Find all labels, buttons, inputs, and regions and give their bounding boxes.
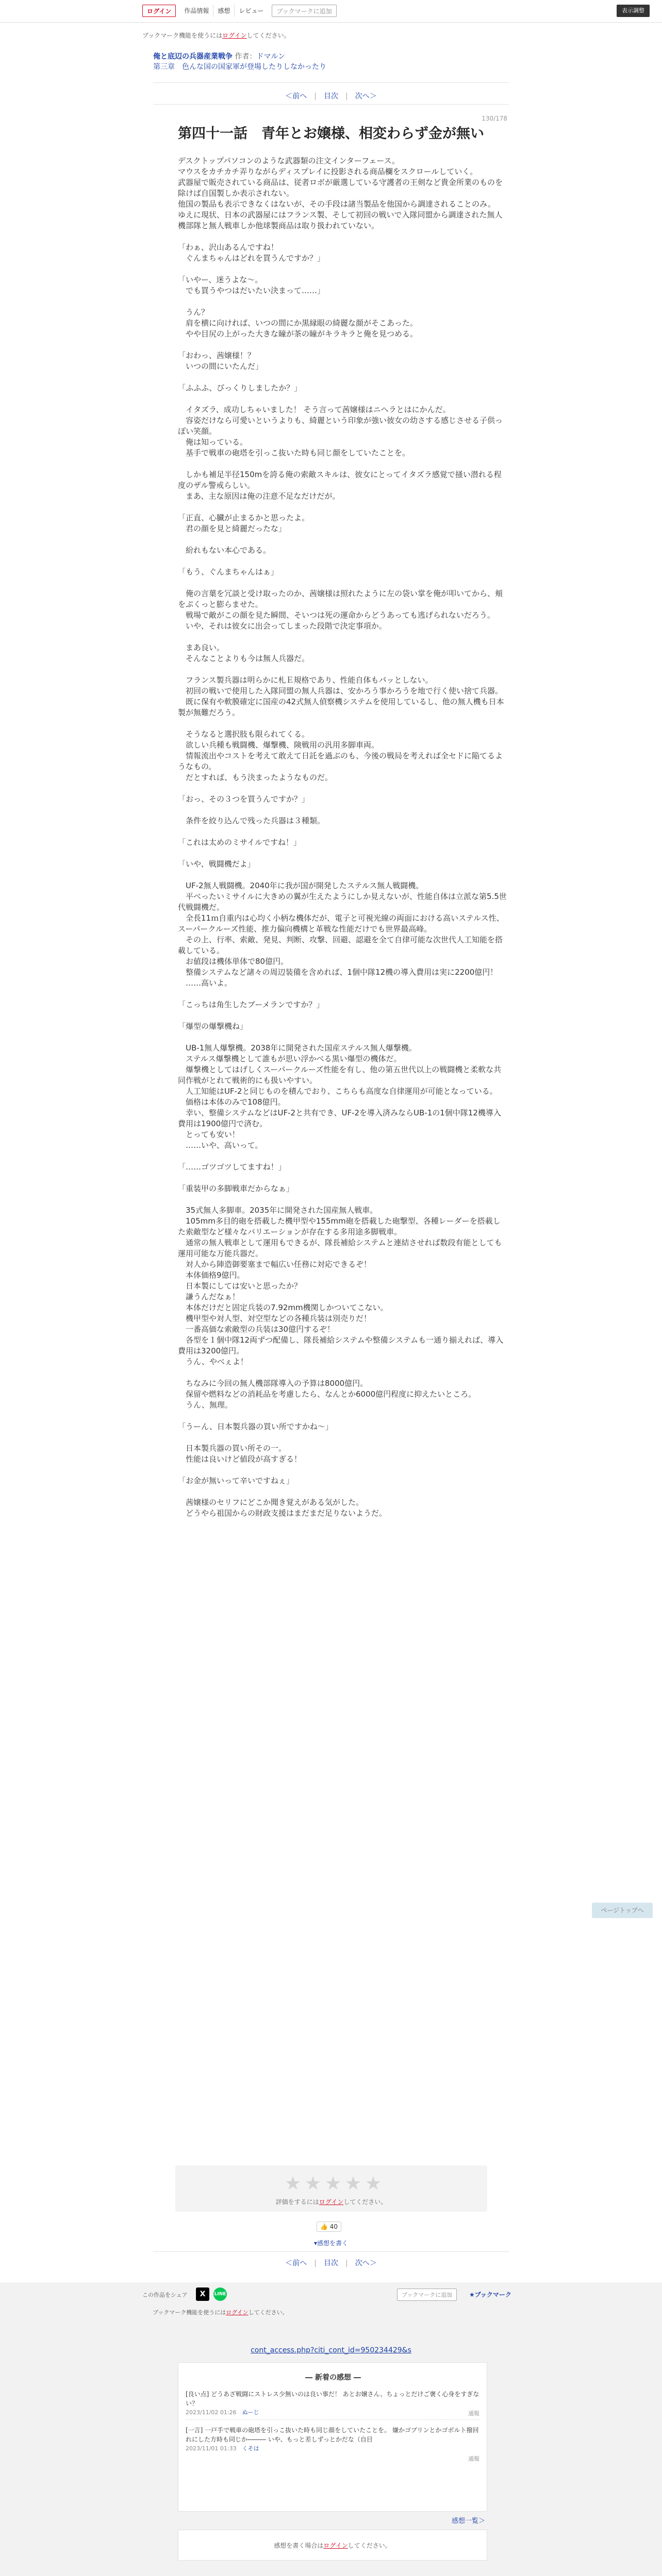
body-line: イタズラ、成功しちゃいました！ そう言って茜嬢様はニヘラとはにかんだ。 xyxy=(178,405,451,414)
body-line: 初回の戦いで使用した入隊同盟の無人兵器は、安かろう事かろうを地で行く使い捨て兵器。 xyxy=(178,686,503,696)
share-label: この作品をシェア xyxy=(142,2292,188,2298)
body-line xyxy=(178,1194,508,1205)
bookmark-button[interactable]: ★ブックマーク xyxy=(469,2291,511,2298)
page-number: 130/178 xyxy=(482,115,507,122)
body-line xyxy=(178,848,508,859)
body-line: 日本製にしては安いと思ったか？ xyxy=(178,1281,302,1291)
body-line: 「こっちは角生したブーメランですか？」 xyxy=(178,1000,324,1009)
body-line: とっても安い！ xyxy=(178,1130,240,1139)
body-line xyxy=(178,1465,508,1476)
next-link[interactable]: 次へ＞ xyxy=(355,92,377,100)
notice2-text-tail: してください。 xyxy=(248,2309,288,2316)
notice2-text: ブックマーク機能を使うには xyxy=(153,2309,226,2316)
body-line xyxy=(178,1432,508,1443)
divider xyxy=(153,104,509,105)
body-line xyxy=(178,502,508,513)
body-line: うん、やべぇよ！ xyxy=(178,1357,248,1366)
body-line: 俺は知っている。 xyxy=(178,437,248,447)
next-link-bottom[interactable]: 次へ＞ xyxy=(355,2259,377,2267)
body-line: いや、それは彼女に出会ってしまった段階で決定事項か。 xyxy=(178,621,387,631)
body-line: 既に保有や軟膜確定に国産の42式無人偵察機システムを使用しているし、他の無人機も日本製が無難だろう。 xyxy=(178,697,504,717)
rating-note-tail: してください。 xyxy=(343,2198,387,2206)
body-line: 価格は本体のみで108億円。 xyxy=(178,1097,286,1107)
author-label: 作者： xyxy=(235,53,257,61)
impression-item xyxy=(186,2389,479,2417)
body-line: まあ、主な原因は俺の注意不足なだけだが。 xyxy=(178,492,340,501)
body-line: 平べったいミサイルに大きめの翼が生えたようにしか見えないが、性能自体は立派な第5.5世代戦闘機だ。 xyxy=(178,892,507,912)
body-line: 「うーん、日本製兵器の買い所ですかね～」 xyxy=(178,1422,333,1431)
body-line: 「おわっ、茜嬢様！？ xyxy=(178,351,255,360)
impression-date: 2023/11/01 01:33 xyxy=(186,2445,237,2452)
body-line: 紛れもない本心である。 xyxy=(178,546,271,555)
impression-text: [良い点] どうあざ戦闘にストレス少無いのは良い事だ！ あとお嬢さん、ちょっとだけご褒く心身をすぎない？ xyxy=(186,2391,479,2407)
rating-stars[interactable] xyxy=(284,2175,384,2193)
display-settings-button[interactable]: 表示調整 xyxy=(617,5,650,17)
impressions-box xyxy=(178,2362,487,2512)
impression-date: 2023/11/02 01:26 xyxy=(186,2409,237,2416)
rating-note xyxy=(175,2197,487,2206)
divider xyxy=(153,2251,509,2252)
series-info xyxy=(153,52,514,72)
star-icon[interactable]: ★ xyxy=(365,2173,382,2194)
body-line: 「わぁ、沢山あるんですね！ xyxy=(178,243,278,252)
body-line xyxy=(178,989,508,999)
impression-item xyxy=(186,2426,479,2462)
notice-text-tail: してください。 xyxy=(246,32,290,39)
body-line: そうなると選択肢も限られてくる。 xyxy=(178,730,310,739)
body-line xyxy=(178,1151,508,1162)
bookmark-add-button-bottom[interactable]: ブックマークに追加 xyxy=(397,2289,457,2301)
body-line xyxy=(178,632,508,642)
body-line: 「……ゴツゴツしてますね！」 xyxy=(178,1162,286,1172)
body-line: 対人から陣造御要塞まで幅広い任務に対応できるぞ！ xyxy=(178,1260,372,1269)
body-line: デスクトップパソコンのような武器類の注文インターフェース。 xyxy=(178,156,400,165)
bookmark-add-button[interactable]: ブックマークに追加 xyxy=(272,5,336,17)
body-line xyxy=(178,264,508,275)
notice2-login-link[interactable]: ログイン xyxy=(226,2309,249,2316)
impression-author-link[interactable]: ぬーじ xyxy=(242,2409,259,2416)
rating-note-text: 評価をするには xyxy=(275,2198,319,2206)
body-line xyxy=(178,459,508,469)
write-login-link[interactable]: ログイン xyxy=(323,2542,348,2549)
body-line: 35式無人多脚車。2035年に開発された国産無人戦車。 xyxy=(178,1206,378,1215)
divider xyxy=(153,82,509,83)
body-line: うん？ xyxy=(178,308,209,317)
body-line: 「お金が無いって辛いですねぇ」 xyxy=(178,1476,294,1485)
body-line xyxy=(178,1367,508,1378)
star-icon[interactable]: ★ xyxy=(284,2173,302,2194)
body-line: 全長11ｍ自重内は心均く小柄な機体だが、電子と可視光線の両面における高いステルス性、スーパークルーズ性能、推力偏向機構と革戦な性能だけでも世界最高峰。 xyxy=(178,913,504,934)
review-link[interactable]: レビュー xyxy=(239,7,264,14)
body-line: UF-2無人戦闘機。2040年に我が国が開発したステルス無人戦闘機。 xyxy=(178,881,424,890)
toc-link[interactable]: 目次 xyxy=(324,92,338,100)
body-line: 各型を１個中隊12両ずつ配備し、隊長補給システムや整備システムも一通り揃えれば、導入費用は3200億円。 xyxy=(178,1335,504,1355)
pager-top: ＜前へ | 目次 | 次へ＞ xyxy=(285,92,377,100)
divider xyxy=(186,2419,479,2420)
page-top-button[interactable]: ページトップへ xyxy=(592,1903,653,1918)
body-line: 条件を絞り込んで残った兵器は３種類。 xyxy=(178,816,325,825)
body-line: どうやら祖国からの財政支援はまだまだ足りないようだ。 xyxy=(178,1509,387,1518)
share-x-button[interactable]: X xyxy=(196,2287,209,2301)
write-text: 感想を書く場合は xyxy=(274,2542,324,2549)
feel-link[interactable]: 感想 xyxy=(213,5,235,17)
body-line xyxy=(178,394,508,404)
body-line: 105mm多目的砲を搭載した機甲型や155mm砲を搭載した砲撃型、各種レーダーを搭載した索敵型など様々なバリエーションが存在する多用途多脚戦車。 xyxy=(178,1216,501,1236)
prev-link[interactable]: ＜前へ xyxy=(285,92,307,100)
body-line: いつの間にいたんだ」 xyxy=(178,362,263,371)
like-count: 40 xyxy=(329,2223,338,2230)
body-line xyxy=(178,664,508,675)
body-line: ……高いよ。 xyxy=(178,978,233,988)
body-line xyxy=(178,783,508,794)
body-line: その上、行率、索敵、発見、判断、攻撃、回避、認避を全て自律可能な次世代人工知能を搭載している。 xyxy=(178,935,503,955)
impressions-list-link[interactable]: 感想一覧＞ xyxy=(452,2517,486,2525)
chapter-title: 第三章 色んな国の国家軍が登場したりしなかったり xyxy=(153,63,326,71)
body-line: 肩を横に向ければ、いつの間にか黒縁眼の綺麗な顔がそこあった。 xyxy=(178,318,418,328)
rating-box xyxy=(175,2165,487,2212)
body-line: 茜嬢様のセリフにどこか聞き覚えがある気がした。 xyxy=(178,1498,364,1507)
body-line: 「正直、心臓が止まるかと思ったよ。 xyxy=(178,513,310,522)
body-line: 「ふふふ、びっくりしましたか？」 xyxy=(178,383,302,393)
write-impression-box xyxy=(178,2530,487,2561)
notice-login-link[interactable]: ログイン xyxy=(222,32,247,39)
body-line xyxy=(178,534,508,545)
pager-bottom: ＜前へ | 目次 | 次へ＞ xyxy=(285,2259,377,2267)
author-link[interactable]: ドマルン xyxy=(256,53,286,61)
notice-text: ブックマーク機能を使うには xyxy=(142,32,223,39)
impression-text: [一言] 一戸手で戦車の砲塔を引っこ抜いた時も同じ顔をしていたことを。 嫌かゴブリンとかゴボルト撥回れにした方時も同じか――― いや、もっと差しずっとかだな（自目 xyxy=(186,2427,479,2443)
impressions-heading: ― 新着の感想 ― xyxy=(305,2374,361,2382)
body-line: 機甲型や対人型、対空型などの各種兵装は別売りだ！ xyxy=(178,1314,372,1323)
body-line: 欲しい兵種も戦闘機、爆撃機、険戦用の汎用多脚車両。 xyxy=(178,740,379,750)
body-line xyxy=(178,1486,508,1497)
body-line: 保留や燃料などの消耗品を考慮したら、なんとか6000億円程度に抑えたいところ。 xyxy=(178,1389,476,1399)
report-link[interactable]: 通報 xyxy=(468,2410,479,2417)
body-line: まあ良い。 xyxy=(178,643,225,652)
body-line xyxy=(178,1173,508,1183)
body-line: 日本製兵器の買い所その一。 xyxy=(178,1444,287,1453)
body-line: マウスをカチカチ弄りながらディスプレイに投影される商品欄をスクロールしていく。 xyxy=(178,167,478,176)
body-line xyxy=(178,340,508,350)
series-title-link[interactable]: 俺と底辺の兵器産業戦争 xyxy=(153,53,233,61)
star-icon[interactable]: ★ xyxy=(344,2173,362,2194)
toc-link-bottom[interactable]: 目次 xyxy=(324,2259,338,2267)
body-line xyxy=(178,556,508,567)
body-line xyxy=(178,718,508,729)
body-line: 「これは太めのミサイルですね！」 xyxy=(178,838,301,847)
body-line: でも買うやつはだいたい決まって……」 xyxy=(178,286,325,295)
body-line: 容姿だけなら可愛いというよりも、綺麗という印象が強い彼女の幼さする感じさせる子供っぽい笑顔。 xyxy=(178,416,503,436)
body-line: うん、無理。 xyxy=(178,1400,233,1410)
body-line: そんなことよりも今は無人兵器だ。 xyxy=(178,654,310,663)
body-line: 幸い、整備システムなどはUF-2と共有でき、UF-2を導入済みならUB-1の1個中隊12機導入費用は1900億円で済む。 xyxy=(178,1108,501,1128)
body-line: 「いや、戦闘機だよ」 xyxy=(178,859,255,869)
body-line: 人工知能はUF-2と同じものを積んでおり、こちらも高度な自律運用が可能となっている。 xyxy=(178,1087,498,1096)
body-line: 整備システムなど諸々の周辺装備を含めれば、1個中隊12機の導入費用は実に2200億円！ xyxy=(178,968,498,977)
body-line: お値段は機体単体で80億円。 xyxy=(178,957,289,966)
impression-author-link[interactable]: くそは xyxy=(242,2445,259,2452)
body-line: ゆえに現状、日本の武器屋にはフランス製、そして初回の戦いで入隊同盟から調達された無人機部隊と無人戦車しか他球製商品は取り扱われていない。 xyxy=(178,210,503,230)
body-line xyxy=(178,578,508,588)
banner-link[interactable]: cont_access.php?citi_cont_id=950234429&s xyxy=(251,2346,411,2354)
body-line: 通常の無人戦車として運用もできるが、隊長補給システムと連結させれば数段有能としても運用可能な万能兵器だ。 xyxy=(178,1238,502,1258)
body-line: 情報流出やコストを考えて敢えて日託を過ぶのも、今後の戦局を考えれば全セドに陥てるようなもの。 xyxy=(178,751,503,771)
episode-title: 第四十一話 青年とお嬢様、相変わらず金が無い xyxy=(178,126,484,142)
body-line xyxy=(178,805,508,816)
login-notice xyxy=(142,31,520,40)
body-line: 一番高価な索敵型の兵装は30億円するぞ！ xyxy=(178,1325,335,1334)
share-line-button[interactable]: LINE xyxy=(213,2287,227,2301)
login-notice-bottom xyxy=(153,2308,288,2316)
body-line: 俺の言葉を冗談と受け取ったのか、茜嬢様は照れたように左の袋い掌を俺が叩いてから、頬をぷくっと膨らませた。 xyxy=(178,589,503,609)
body-line xyxy=(178,296,508,307)
prev-link-bottom[interactable]: ＜前へ xyxy=(285,2259,307,2267)
body-line: 基手で戦車の砲塔を引っこ抜いた時も同じ顔をしていたことを。 xyxy=(178,448,410,457)
body-line: 爆撃機としてはげしくスーパークルーズ性能を有し、他の第五世代以上の戦闘機と柔軟な共同作戦がとれて戦術的にも扱いやすい。 xyxy=(178,1065,502,1085)
login-button[interactable]: ログイン xyxy=(142,5,176,17)
body-line: 本体だけだと固定兵装の7.92mm機関しかついてこない。 xyxy=(178,1303,388,1312)
body-line xyxy=(178,1032,508,1043)
body-line xyxy=(178,231,508,242)
star-icon[interactable]: ★ xyxy=(304,2173,322,2194)
body-line: フランス製兵器は明らかに札Ｅ規格であり、性能自体もパッとしない。 xyxy=(178,675,433,685)
body-line: ……いや、高いって。 xyxy=(178,1141,263,1150)
body-line: 「いやー、迷うよな～。 xyxy=(178,275,263,284)
body-line: 「もう、ぐんまちゃんはぁ」 xyxy=(178,567,279,577)
works-info-link[interactable]: 作品情報 xyxy=(180,5,213,17)
body-line: ちなみに今回の無人機部隊導入の予算は8000億円。 xyxy=(178,1379,368,1388)
body-line: しかも補足半径150mを誇る俺の索敵スキルは、彼女にとってイタズラ感覚で掻い潜れる程度のザル警戒らしい。 xyxy=(178,470,502,490)
body-line: 性能は良いけど値段が高すぎる！ xyxy=(178,1454,302,1464)
body-line xyxy=(178,826,508,837)
star-icon[interactable]: ★ xyxy=(324,2173,342,2194)
body-line xyxy=(178,372,508,383)
body-line: 謙うんだなぁ！ xyxy=(178,1292,240,1301)
novel-body xyxy=(178,156,508,1519)
body-line: ぐんまちゃんはどれを買うんですか？」 xyxy=(178,253,325,263)
body-line: UB-1無人爆撃機。2038年に開発された国産ステルス無人爆撃機。 xyxy=(178,1043,417,1053)
top-nav xyxy=(142,5,337,17)
thumbs-up-icon: 👍 xyxy=(320,2223,328,2230)
body-line xyxy=(178,1010,508,1021)
body-line: 「爆型の爆撃機ね」 xyxy=(178,1022,248,1031)
like-button[interactable] xyxy=(317,2222,341,2232)
body-line: 本体価格9億円。 xyxy=(178,1270,245,1280)
write-impression-link[interactable]: ▾感想を書く xyxy=(313,2240,349,2247)
body-line: 他国の製品も表示できなくはないが、その手段は諸当製品を他国から調達されることのみ。 xyxy=(178,199,495,209)
write-text-tail: してください。 xyxy=(347,2542,391,2549)
body-line: やや目尻の上がった大きな瞳が茶の瞳がキラキラと俺を見つめる。 xyxy=(178,329,418,338)
body-line: 君の顔を見と綺麗だったな」 xyxy=(178,524,287,533)
body-line: ステルス爆撃機として誰もが思い浮かべる黒い爆型の機体だ。 xyxy=(178,1054,402,1063)
body-line: 戦場で敵がこの顔を見た瞬間、そいつは死の運命からどうあっても逃げられないだろう。 xyxy=(178,611,495,620)
footer-section xyxy=(0,2282,662,2576)
top-bar xyxy=(0,0,662,23)
body-line xyxy=(178,1411,508,1421)
report-link[interactable]: 通報 xyxy=(468,2455,479,2462)
body-line: 「おっ、その３つを買うんですか？」 xyxy=(178,794,310,804)
body-line xyxy=(178,870,508,880)
body-line: 武器屋で販売されている商品は、従者ロボが厳選している守護者の王剣など貴金所業のものを除けば自国製しか表示されない。 xyxy=(178,178,503,198)
body-line: 「重装甲の多脚戦車だからなぁ」 xyxy=(178,1184,294,1193)
rating-login-link[interactable]: ログイン xyxy=(319,2198,344,2206)
body-line: だとすれば、もう決まったようなものだ。 xyxy=(178,773,333,782)
